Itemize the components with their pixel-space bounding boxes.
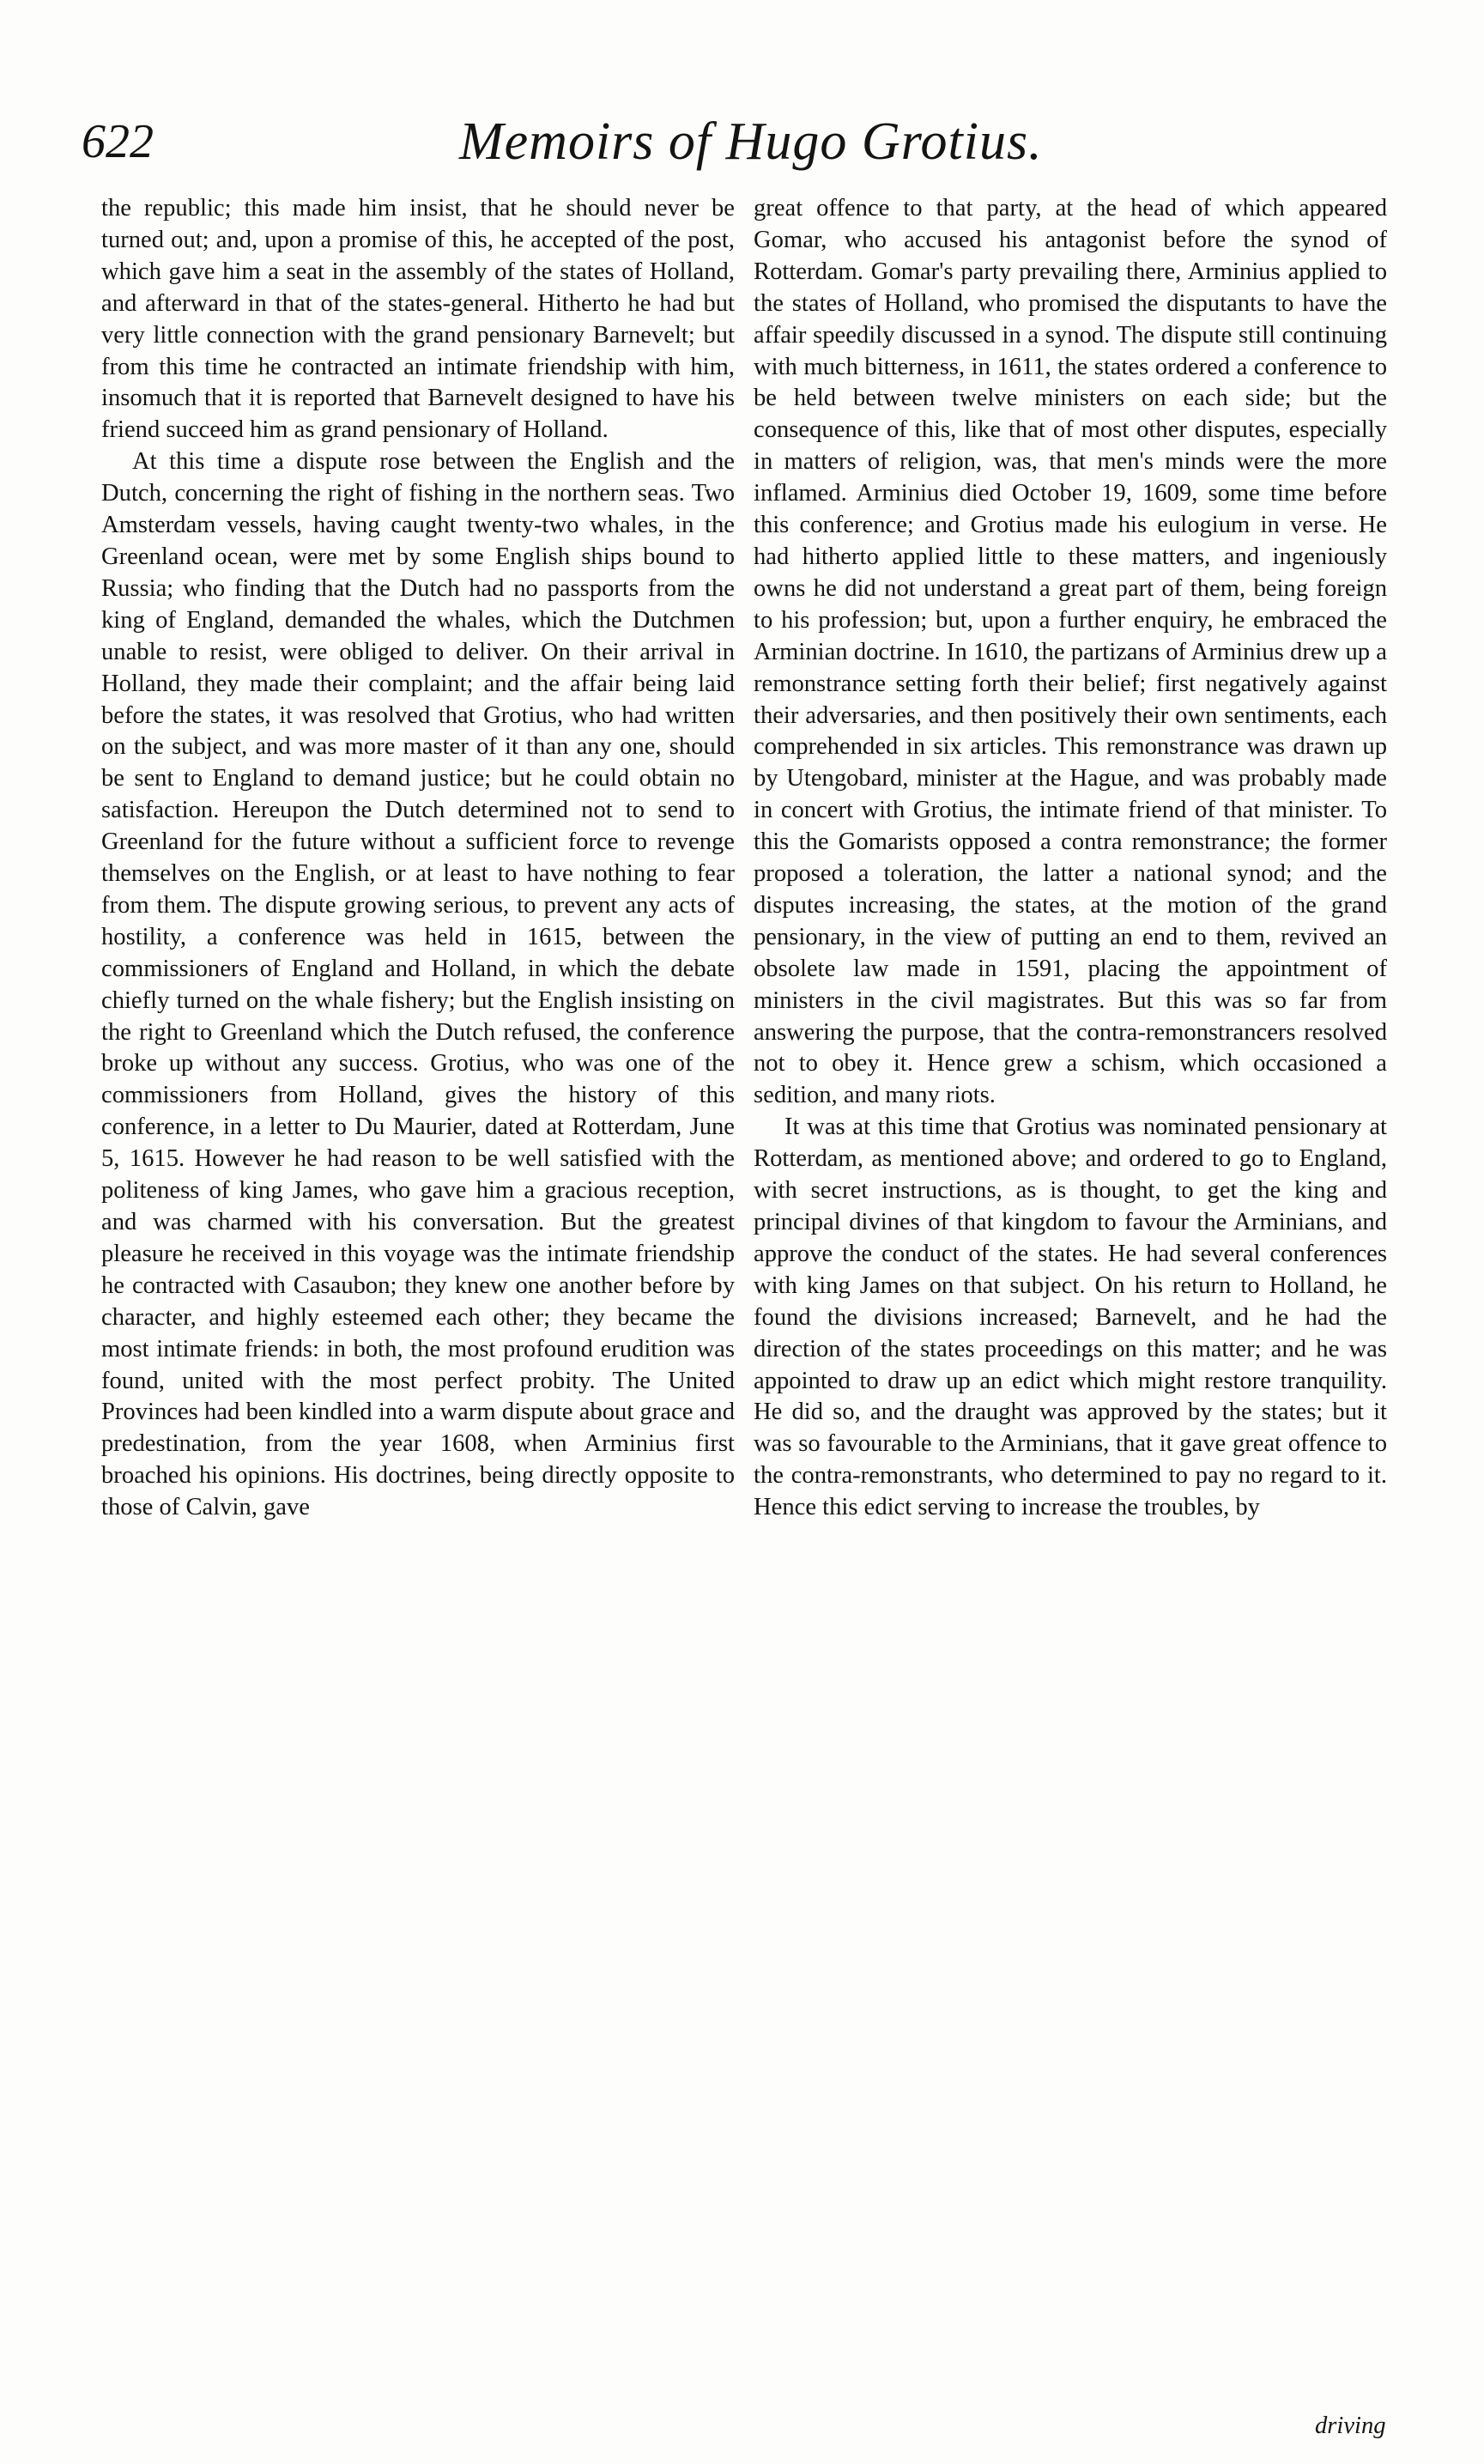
paragraph: the republic; this made him insist, that he should never be turned out; and, upon a promise of this, he accepted of the post, which gave him a seat in the assembly of the states of Holland, and afterward in that of the states-general. Hitherto he had but very little connection with the grand pensionary Barnevelt; but from this time he contracted an intimate friendship with him, insomuch that it is reported that Barnevelt designed to have his friend succeed him as grand pensionary of Holland.: [101, 195, 735, 444]
paragraph: At this time a dispute rose between the English and the Dutch, concerning the right of fishing in the northern seas. Two Amsterdam vessels, having caught twenty-two whales, in the Greenland ocean, were met by some English ships bound to Russia; who finding that the Dutch had no passports from the king of England, demanded the whales, which the Dutchmen unable to resist, were obliged to deliver. On their arrival in Holland, they made their complaint; and the affair being laid before the states, it was resolved that Grotius, who had written on the subject, and was more master of it than any one, should be sent to England to demand justice; but he could obtain no satisfaction. Hereupon the Dutch determined not to send to Greenland for the future without a sufficient force to revenge themselves on the English, or at least to have nothing to fear from them. The dispute growing serious, to prevent any acts of hostility, a conference was held in 1615, between the commissioners of England and Holland, in which the debate chiefly turned on the whale fishery; but the English insisting on the right to Greenland which the Dutch refused, the conference broke up without any success. Grotius, who was one of the commissioners from Holland, gives the history of this conference, in a letter to Du Maurier, dated at Rotterdam, June 5, 1615. However he had reason to be well satisfied with the politeness of king James, who gave him a gracious reception, and was charmed with his conversation. But the greatest pleasure he received in this voyage was the intimate friendship he contracted with Casaubon; they knew one another before by character, and highly esteemed each other; they became the most intimate friends: in both, the most profound erudition was found, united with the most perfect probity. The United Provinces had been kindled into a warm dispute about grace and predestination, from the year 1608, when Arminius first broached his opinions. His doctrines, being directly opposite to those of Calvin, gave: [101, 448, 735, 1521]
paragraph: It was at this time that Grotius was nominated pensionary at Rotterdam, as mentioned above; and ordered to go to England, with secret instructions, as is thought, to get the king and principal divines of that kingdom to favour the Arminians, and approve the conduct of the states. He had several conferences with king James on that subject. On his return to Holland, he found the divisions increased; Barnevelt, and he had the direction of the states proceedings on this matter; and he was appointed to draw up an edict which might restore tranquility. He did so, and the draught was approved by the states; but it was so favourable to the Arminians, that it gave great offence to the contra-remonstrants, who determined to pay no regard to it. Hence this edict serving to increase the troubles, by: [754, 1114, 1387, 1521]
page-number: 622: [82, 115, 154, 168]
running-title: Memoirs of Hugo Grotius.: [459, 112, 1043, 171]
catchword: driving: [1315, 2412, 1386, 2439]
right-column: [754, 193, 1387, 1524]
left-column: [101, 193, 735, 1524]
paragraph: great offence to that party, at the head of which appeared Gomar, who accused his antagonist before the synod of Rotterdam. Gomar's party prevailing there, Arminius applied to the states of Holland, who promised the disputants to have the affair speedily discussed in a synod. The dispute still continuing with much bitterness, in 1611, the states ordered a conference to be held between twelve ministers on each side; but the consequence of this, like that of most other disputes, especially in matters of religion, was, that men's minds were the more inflamed. Arminius died October 19, 1609, some time before this conference; and Grotius made his eulogium in verse. He had hitherto applied little to these matters, and ingeniously owns he did not understand a great part of them, being foreign to his profession; but, upon a further enquiry, he embraced the Arminian doctrine. In 1610, the partizans of Arminius drew up a remonstrance setting forth their belief; first negatively against their adversaries, and then positively their own sentiments, each comprehended in six articles. This remonstrance was drawn up by Utengobard, minister at the Hague, and was probably made in concert with Grotius, the intimate friend of that minister. To this the Gomarists opposed a contra remonstrance; the former proposed a toleration, the latter a national synod; and the disputes increasing, the states, at the motion of the grand pensionary, in the view of putting an end to them, revived an obsolete law made in 1591, placing the appointment of ministers in the civil magistrates. But this was so far from answering the purpose, that the contra-remonstrancers resolved not to obey it. Hence grew a schism, which occasioned a sedition, and many riots.: [754, 195, 1387, 1109]
page-header: [82, 107, 1403, 185]
